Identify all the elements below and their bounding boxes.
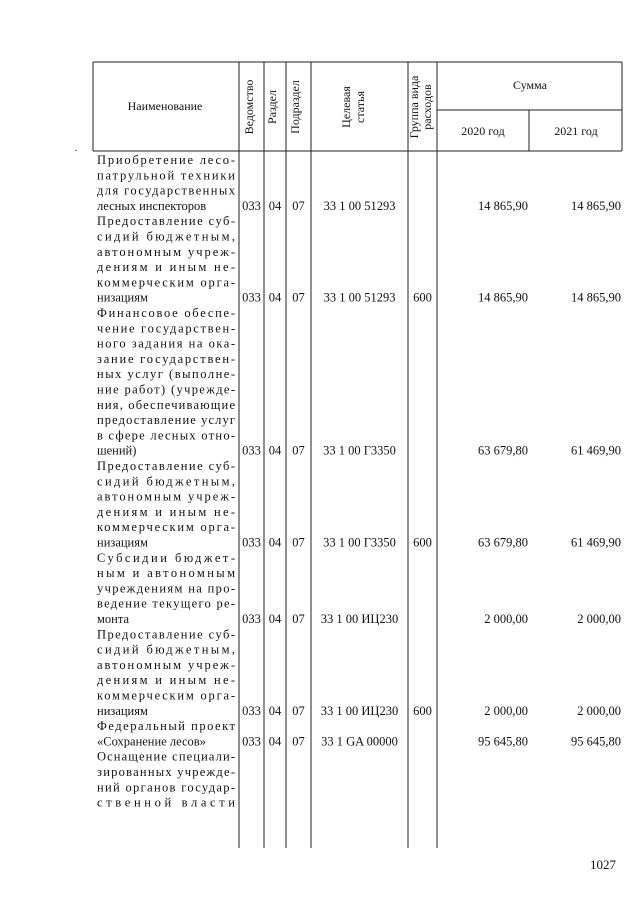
row-name-line: Финансовое обеспе- bbox=[97, 306, 235, 320]
header-name: Наименование bbox=[127, 99, 203, 113]
cell-celevaya: 33 1 00 51293 bbox=[323, 290, 396, 305]
cell-ved: 033 bbox=[242, 734, 261, 749]
row-name-line: ных услуг (выполне- bbox=[97, 367, 235, 382]
row-name-line: автономным учреж- bbox=[97, 244, 235, 259]
row-name-line: патрульной техники bbox=[97, 168, 235, 183]
header-year-2020: 2020 год bbox=[461, 124, 505, 138]
cell-y2021: 95 645,80 bbox=[571, 734, 621, 749]
header-podrazdel: Подраздел bbox=[288, 80, 302, 134]
cell-y2021: 2 000,00 bbox=[577, 703, 621, 718]
cell-podrazdel: 07 bbox=[292, 703, 305, 718]
cell-podrazdel: 07 bbox=[292, 734, 305, 749]
row-name-line: автономным учреж- bbox=[97, 657, 235, 672]
row-name-line: ственной власти bbox=[97, 795, 235, 810]
cell-razdel: 04 bbox=[268, 612, 282, 626]
row-name-line: дениям и иным не- bbox=[97, 260, 235, 275]
cell-y2020: 14 865,90 bbox=[478, 290, 528, 305]
header-gruppa-line2: расходов bbox=[420, 84, 434, 130]
cell-y2020: 63 679,80 bbox=[478, 443, 528, 458]
cell-podrazdel: 07 bbox=[292, 535, 305, 550]
cell-celevaya: 33 1 00 51293 bbox=[323, 198, 396, 213]
row-name-line: Предоставление суб- bbox=[97, 627, 235, 642]
cell-y2021: 61 469,90 bbox=[571, 535, 621, 550]
table-row bbox=[97, 153, 621, 213]
table-row bbox=[97, 214, 621, 305]
header-razdel: Раздел bbox=[265, 90, 279, 124]
header-year-2021: 2021 год bbox=[554, 124, 598, 138]
header-celevaya-line1: Целевая bbox=[339, 86, 353, 128]
row-name-line: ние работ) (учрежде- bbox=[97, 382, 235, 397]
cell-podrazdel: 07 bbox=[292, 290, 305, 305]
table-row bbox=[97, 459, 621, 550]
row-name-line: Предоставление суб- bbox=[97, 459, 235, 473]
row-name-line: зированных учрежде- bbox=[97, 765, 235, 779]
cell-celevaya: 33 1 00 Г3350 bbox=[323, 443, 396, 458]
cell-razdel: 04 bbox=[268, 198, 282, 213]
scan-speck bbox=[75, 150, 77, 151]
cell-gruppa: 600 bbox=[413, 535, 432, 550]
cell-celevaya: 33 1 00 Г3350 bbox=[323, 535, 396, 550]
cell-razdel: 04 bbox=[268, 443, 282, 458]
row-name-line: ний органов государ- bbox=[97, 780, 235, 795]
table-row bbox=[97, 551, 621, 626]
row-name-line: ведение текущего ре- bbox=[97, 596, 235, 611]
row-name-line: Предоставление суб- bbox=[97, 214, 235, 229]
cell-y2020: 2 000,00 bbox=[484, 703, 528, 718]
row-name-line: лесных инспекторов bbox=[97, 198, 207, 213]
table-row bbox=[97, 750, 235, 810]
row-name-line: Субсидии бюджет- bbox=[97, 550, 235, 565]
cell-y2021: 14 865,90 bbox=[571, 290, 621, 305]
cell-ved: 033 bbox=[242, 290, 261, 305]
row-name-line: автономным учреж- bbox=[97, 489, 235, 504]
row-name-line: зание государствен- bbox=[97, 351, 235, 366]
row-name-line: ного задания на ока- bbox=[97, 336, 235, 351]
header-gruppa-line1: Группа вида bbox=[407, 75, 421, 139]
cell-ved: 033 bbox=[242, 535, 261, 550]
cell-gruppa: 600 bbox=[413, 703, 432, 718]
cell-razdel: 04 bbox=[268, 290, 282, 305]
row-name-line: сидий бюджетным, bbox=[97, 642, 235, 657]
table-row bbox=[97, 719, 621, 748]
cell-razdel: 04 bbox=[268, 734, 282, 749]
table-row bbox=[97, 627, 621, 718]
table-header bbox=[93, 62, 622, 151]
row-name-line: учреждениям на про- bbox=[97, 581, 235, 596]
row-name-line: Приобретение лесо- bbox=[97, 153, 235, 167]
row-name-line: шений) bbox=[97, 443, 137, 458]
row-name-line: низациям bbox=[97, 535, 148, 550]
cell-y2021: 61 469,90 bbox=[571, 443, 621, 458]
cell-razdel: 04 bbox=[268, 535, 282, 550]
cell-y2020: 95 645,80 bbox=[478, 734, 528, 749]
header-summa: Сумма bbox=[513, 78, 547, 92]
cell-ved: 033 bbox=[242, 703, 261, 718]
table-row bbox=[97, 306, 621, 458]
row-name-line: коммерческим орга- bbox=[97, 275, 235, 290]
header-celevaya-line2: статья bbox=[353, 91, 367, 123]
row-name-line: сидий бюджетным, bbox=[97, 474, 235, 489]
cell-y2021: 2 000,00 bbox=[577, 612, 621, 626]
cell-podrazdel: 07 bbox=[292, 443, 305, 458]
row-name-line: сидий бюджетным, bbox=[97, 229, 235, 244]
page-number: 1027 bbox=[590, 857, 616, 872]
cell-y2020: 63 679,80 bbox=[478, 535, 528, 550]
row-name-line: ния, обеспечивающие bbox=[97, 397, 235, 412]
cell-ved: 033 bbox=[242, 198, 261, 213]
cell-razdel: 04 bbox=[268, 703, 282, 718]
row-name-line: дениям и иным не- bbox=[97, 673, 235, 688]
row-name-line: дениям и иным не- bbox=[97, 504, 235, 519]
row-name-line: предоставление услуг bbox=[97, 413, 235, 428]
cell-celevaya: 33 1 GA 00000 bbox=[321, 734, 398, 749]
cell-y2020: 2 000,00 bbox=[484, 612, 528, 626]
cell-gruppa: 600 bbox=[413, 290, 432, 305]
row-name-line: чение государствен- bbox=[97, 321, 235, 336]
row-name-line: Оснащение специали- bbox=[97, 749, 235, 764]
cell-celevaya: 33 1 00 ИЦ230 bbox=[320, 703, 399, 718]
row-name-line: Федеральный проект bbox=[97, 719, 235, 734]
row-name-line: монта bbox=[97, 612, 130, 626]
row-name-line: «Сохранение лесов» bbox=[97, 734, 206, 749]
cell-y2021: 14 865,90 bbox=[571, 198, 621, 213]
cell-ved: 033 bbox=[242, 612, 261, 626]
cell-podrazdel: 07 bbox=[292, 612, 305, 626]
cell-podrazdel: 07 bbox=[292, 198, 305, 213]
header-vedomstvo: Ведомство bbox=[242, 79, 256, 135]
row-name-line: в сфере лесных отно- bbox=[97, 428, 235, 443]
row-name-line: коммерческим орга- bbox=[97, 520, 235, 535]
cell-y2020: 14 865,90 bbox=[478, 198, 528, 213]
table-body bbox=[97, 153, 621, 810]
cell-celevaya: 33 1 00 ИЦ230 bbox=[320, 612, 399, 626]
row-name-line: для государственных bbox=[97, 183, 235, 198]
row-name-line: ным и автономным bbox=[97, 566, 235, 581]
row-name-line: низациям bbox=[97, 290, 148, 305]
cell-ved: 033 bbox=[242, 443, 261, 458]
row-name-line: коммерческим орга- bbox=[97, 688, 235, 703]
row-name-line: низациям bbox=[97, 703, 148, 718]
